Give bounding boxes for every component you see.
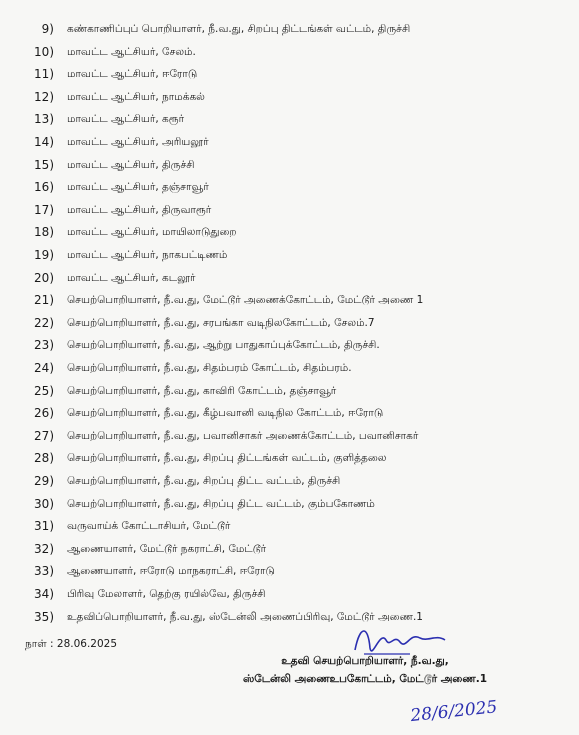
list-item-number: 31)	[34, 519, 54, 534]
list-item-number: 22)	[34, 315, 54, 330]
list-item	[0, 63, 579, 85]
list-item-text: கண்காணிப்புப் பொறியாளர், நீ.வ.து, சிறப்பு திட்டங்கள் வட்டம், திருச்சி	[67, 23, 411, 35]
list-item	[0, 402, 579, 424]
list-item-number: 13)	[34, 112, 54, 127]
list-item-text: செயற்பொறியாளர், நீ.வ.து, சிதம்பரம் கோட்டம், சிதம்பரம்.	[67, 362, 352, 374]
list-item	[0, 447, 579, 469]
list-item-number: 30)	[34, 496, 54, 511]
document-date: நாள் : 28.06.2025	[25, 638, 118, 650]
list-item-text: மாவட்ட ஆட்சியர், திருச்சி	[67, 158, 195, 171]
list-item-text: செயற்பொறியாளர், நீ.வ.து, காவிரி கோட்டம், தஞ்சாவூர்	[67, 384, 337, 397]
list-item	[0, 86, 579, 108]
list-item-text: செயற்பொறியாளர், நீ.வ.து, சிறப்பு திட்ட வட்டம், திருச்சி	[67, 475, 341, 487]
list-item-number: 26)	[34, 406, 54, 421]
list-item-number: 12)	[34, 89, 54, 104]
list-item	[0, 380, 579, 402]
list-item-number: 16)	[34, 180, 54, 195]
list-item-text: செயற்பொறியாளர், நீ.வ.து, கீழ்பவானி வடிநில கோட்டம், ஈரோடு	[67, 407, 384, 420]
list-item-text: மாவட்ட ஆட்சியர், கடலூர்	[67, 271, 196, 284]
list-item-number: 15)	[34, 157, 54, 172]
list-item-number: 24)	[34, 361, 54, 375]
list-item	[0, 289, 579, 311]
list-item-text: மாவட்ட ஆட்சியர், நாகபட்டிணம்	[67, 249, 228, 261]
list-item-number: 11)	[34, 67, 54, 82]
list-item-number: 18)	[34, 225, 54, 240]
list-item	[0, 357, 579, 379]
signatory-office: ஸ்டேன்லி அணைஉபகோட்டம், மேட்டூர் அணை.1	[242, 673, 488, 685]
list-item	[0, 221, 579, 243]
list-item-number: 34)	[34, 587, 54, 601]
list-item-text: செயற்பொறியாளர், நீ.வ.து, மேட்டூர் அணைக்கோட்டம், மேட்டூர் அணை 1	[67, 294, 424, 307]
list-item-number: 21)	[34, 293, 54, 308]
list-item-text: உதவிப்பொறியாளர், நீ.வ.து, ஸ்டேன்லி அணைப்பிரிவு, மேட்டூர் அணை.1	[67, 610, 423, 623]
list-item-text: மாவட்ட ஆட்சியர், மாயிலாடுதுறை	[67, 226, 237, 239]
list-item-text: மாவட்ட ஆட்சியர், அரியலூர்	[67, 136, 209, 148]
list-item-text: செயற்பொறியாளர், நீ.வ.து, சிறப்பு திட்ட வட்டம், கும்பகோணம்	[67, 497, 375, 510]
list-item-text: செயற்பொறியாளர், நீ.வ.து, சரபங்கா வடிநிலகோட்டம், சேலம்.7	[67, 316, 375, 329]
list-item-text: மாவட்ட ஆட்சியர், தஞ்சாவூர்	[67, 181, 209, 194]
list-item	[0, 538, 579, 560]
list-item	[0, 560, 579, 582]
list-item	[0, 108, 579, 130]
list-item-number: 14)	[34, 135, 54, 149]
list-item-number: 9)	[41, 22, 54, 36]
list-item-number: 25)	[34, 383, 54, 398]
list-item-text: ஆணையாளர், ஈரோடு மாநகராட்சி, ஈரோடு	[67, 565, 275, 578]
list-item	[0, 493, 579, 515]
list-item-number: 27)	[34, 428, 54, 443]
list-item	[0, 41, 579, 63]
list-item	[0, 515, 579, 537]
list-item	[0, 267, 579, 289]
list-item-number: 17)	[34, 202, 54, 217]
list-item	[0, 199, 579, 221]
list-item	[0, 244, 579, 266]
handwritten-date	[400, 688, 520, 728]
list-item-text: மாவட்ட ஆட்சியர், கரூர்	[67, 113, 185, 126]
list-item	[0, 334, 579, 356]
list-item-number: 10)	[34, 44, 54, 59]
signatory-designation: உதவி செயற்பொறியாளர், நீ.வ.து,	[281, 655, 449, 667]
svg-text:28/6/2025: 28/6/2025	[409, 697, 499, 727]
list-item-text: மாவட்ட ஆட்சியர், திருவாரூர்	[67, 203, 212, 216]
list-item-number: 19)	[34, 248, 54, 262]
list-item-text: செயற்பொறியாளர், நீ.வ.து, ஆற்று பாதுகாப்புக்கோட்டம், திருச்சி.	[67, 339, 380, 352]
list-item	[0, 131, 579, 153]
list-item-number: 20)	[34, 270, 54, 285]
list-item	[0, 583, 579, 605]
list-item-number: 23)	[34, 338, 54, 353]
list-item	[0, 18, 579, 40]
list-item-text: மாவட்ட ஆட்சியர், சேலம்.	[67, 45, 196, 58]
list-item-text: மாவட்ட ஆட்சியர், ஈரோடு	[67, 68, 198, 81]
list-item-text: பிரிவு மேலாளர், தெற்கு ரயில்வே, திருச்சி	[67, 588, 266, 600]
signatory-block	[200, 652, 530, 688]
list-item-text: செயற்பொறியாளர், நீ.வ.து, பவானிசாகர் அணைக்கோட்டம், பவானிசாகர்	[67, 429, 419, 442]
list-item	[0, 470, 579, 492]
list-item-number: 35)	[34, 609, 54, 624]
list-item-number: 29)	[34, 474, 54, 488]
list-item-number: 32)	[34, 541, 54, 556]
list-item	[0, 154, 579, 176]
list-item-number: 28)	[34, 451, 54, 466]
list-item-text: வருவாய்க் கோட்டாசியர், மேட்டூர்	[67, 520, 231, 533]
list-item-text: மாவட்ட ஆட்சியர், நாமக்கல்	[67, 90, 205, 103]
list-item	[0, 606, 579, 628]
list-item-text: ஆணையாளர், மேட்டூர் நகராட்சி, மேட்டூர்	[67, 542, 267, 555]
list-item	[0, 312, 579, 334]
list-item	[0, 425, 579, 447]
list-item-text: செயற்பொறியாளர், நீ.வ.து, சிறப்பு திட்டங்கள் வட்டம், குளித்தலை	[67, 452, 387, 465]
list-item	[0, 176, 579, 198]
list-item-number: 33)	[34, 564, 54, 579]
